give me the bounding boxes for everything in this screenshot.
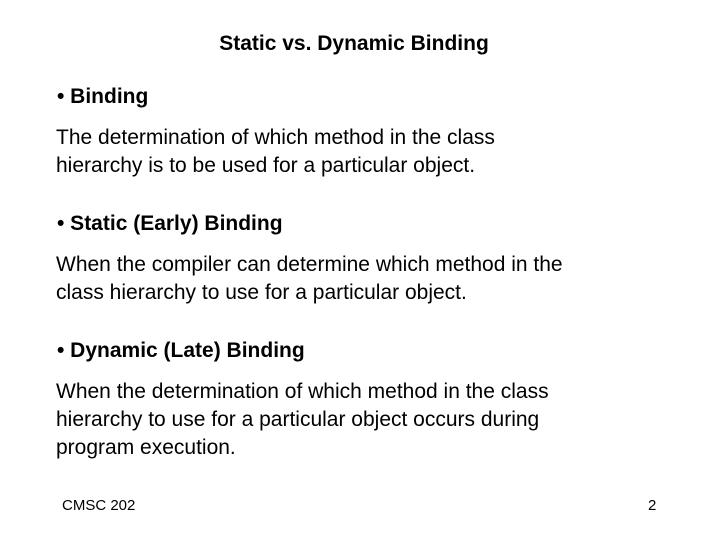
definition-binding — [56, 124, 656, 180]
bullet-heading-dynamic-binding: • Dynamic (Late) Binding — [57, 339, 305, 362]
definition-line: program execution. — [56, 436, 236, 459]
definition-line: hierarchy to use for a particular object occurs during — [56, 408, 540, 431]
definition-line: hierarchy is to be used for a particular object. — [56, 154, 476, 177]
footer-page-number: 2 — [648, 497, 657, 514]
bullet-heading-binding: • Binding — [57, 85, 149, 108]
slide-title: Static vs. Dynamic Binding — [219, 32, 489, 55]
definition-static-binding — [56, 251, 656, 307]
definition-line: The determination of which method in the class — [56, 126, 495, 149]
definition-dynamic-binding — [56, 378, 656, 462]
definition-line: When the compiler can determine which method in the — [56, 253, 563, 276]
definition-line: class hierarchy to use for a particular object. — [56, 281, 467, 304]
footer-course: CMSC 202 — [62, 497, 136, 514]
definition-line: When the determination of which method in the class — [56, 380, 549, 403]
bullet-heading-static-binding: • Static (Early) Binding — [57, 212, 283, 235]
